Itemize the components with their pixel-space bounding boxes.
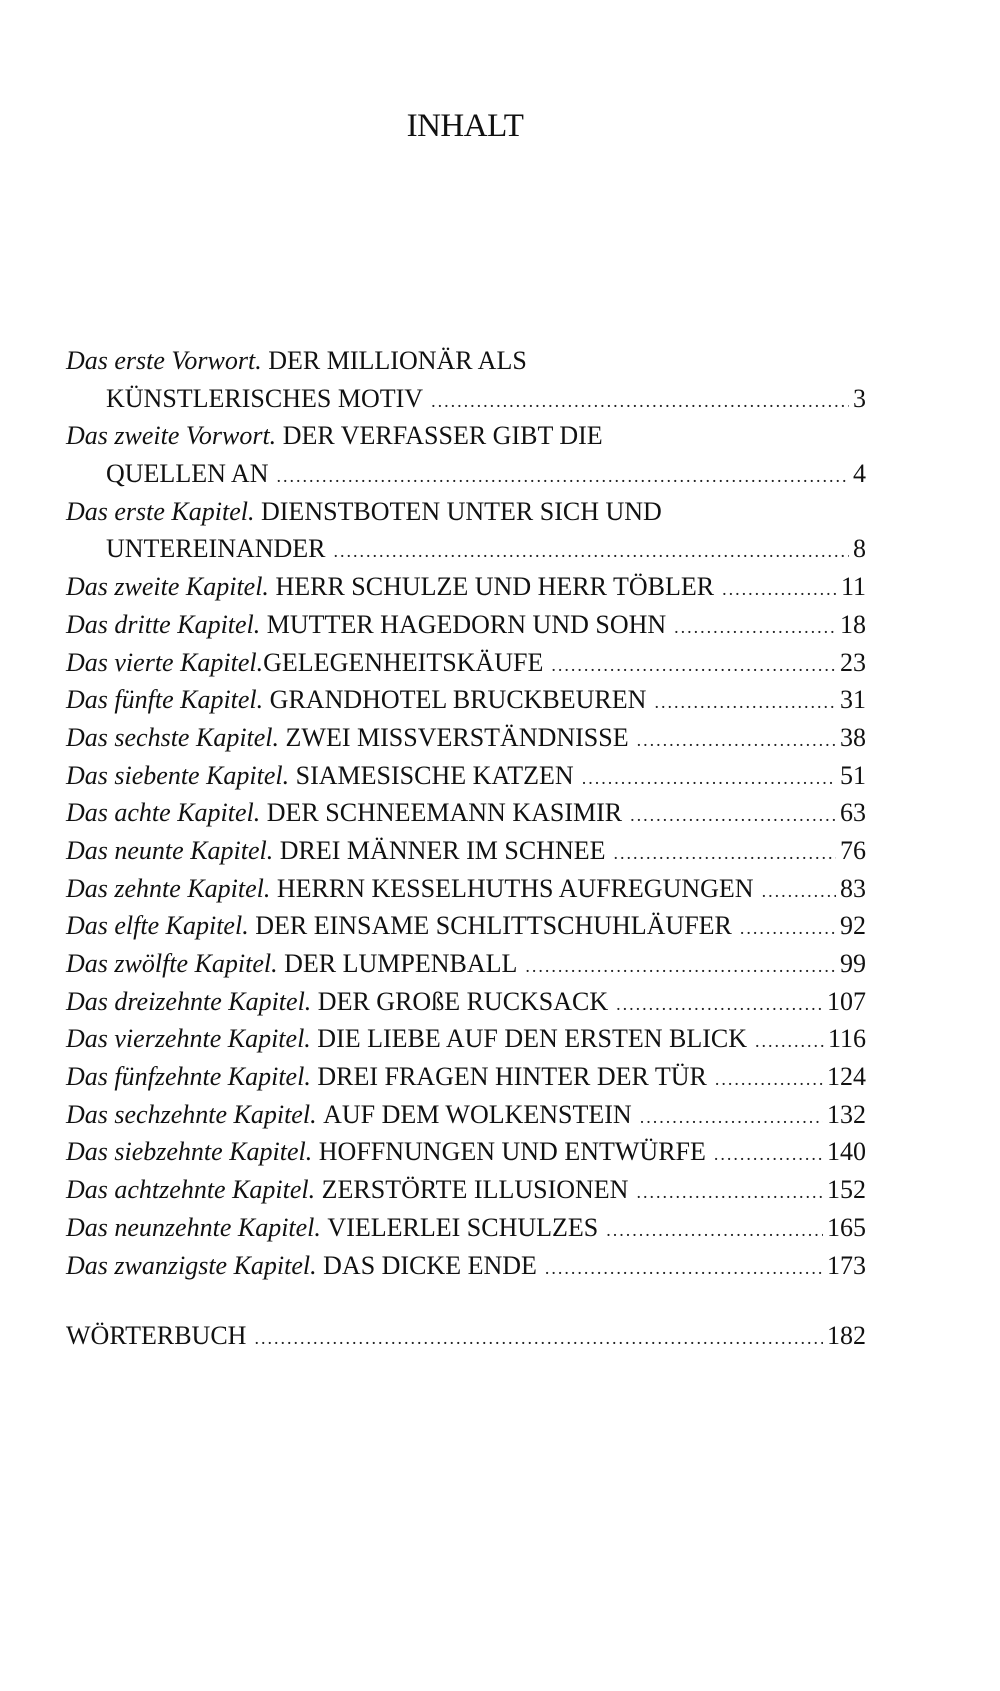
toc-entry-heading: DER LUMPENBALL xyxy=(284,949,518,979)
toc-entry-heading: DREI FRAGEN HINTER DER TÜR xyxy=(317,1062,707,1092)
toc-page-number: 76 xyxy=(840,835,866,865)
dot-leader xyxy=(715,1061,823,1099)
toc-entry-heading: DER MILLIONÄR ALS xyxy=(268,346,527,375)
toc-entry-heading: DIE LIEBE AUF DEN ERSTEN BLICK xyxy=(317,1024,747,1054)
dot-leader xyxy=(582,760,836,798)
toc-page-number: 173 xyxy=(827,1250,866,1280)
toc-entry xyxy=(66,794,866,832)
toc-entry-label: Das achtzehnte Kapitel. xyxy=(66,1175,316,1205)
toc-entry xyxy=(66,757,866,795)
toc-entry xyxy=(66,1020,866,1058)
toc-entry-label: Das erste Kapitel. xyxy=(66,496,255,526)
toc-page-number: 3 xyxy=(853,383,866,413)
toc-entry-label: Das sechste Kapitel. xyxy=(66,722,280,752)
toc-entry-label: Das zwanzigste Kapitel. xyxy=(66,1250,317,1280)
toc-entry-label: Das fünfzehnte Kapitel. xyxy=(66,1062,311,1092)
toc-entry xyxy=(66,719,866,757)
toc-page-number: 23 xyxy=(840,647,866,677)
toc-entry-label: Das vierzehnte Kapitel. xyxy=(66,1024,311,1054)
dot-leader xyxy=(630,797,836,835)
toc-entry xyxy=(66,983,866,1021)
toc-page-number: 83 xyxy=(840,873,866,903)
toc-entry-heading: WÖRTERBUCH xyxy=(66,1321,247,1351)
toc-entry xyxy=(66,945,866,983)
toc-entry-heading: DER VERFASSER GIBT DIE xyxy=(282,421,603,451)
toc-page-number: 99 xyxy=(840,949,866,979)
toc-entry-heading: GRANDHOTEL BRUCKBEUREN xyxy=(269,685,647,715)
toc-page-number: 51 xyxy=(840,760,866,790)
dot-leader xyxy=(616,986,823,1024)
toc-entry xyxy=(66,907,866,945)
toc-page-number: 107 xyxy=(827,986,866,1016)
toc-entry-label: Das zwölfte Kapitel. xyxy=(66,949,278,979)
dot-leader xyxy=(722,571,837,609)
toc-page-number: 132 xyxy=(827,1099,866,1129)
toc-entry-label: Das zweite Vorwort. xyxy=(66,421,277,451)
toc-page-number: 124 xyxy=(827,1062,866,1092)
toc-page-number: 116 xyxy=(827,1024,866,1054)
toc-page-number: 11 xyxy=(840,572,866,602)
toc-entry xyxy=(66,1209,866,1247)
dot-leader xyxy=(525,948,836,986)
toc-page-number: 92 xyxy=(840,911,866,941)
toc-entry-kapitel-1 xyxy=(66,493,866,568)
toc-page-number: 8 xyxy=(853,534,866,564)
toc-entry-label: Das dritte Kapitel. xyxy=(66,609,261,639)
toc-entry-heading-cont: QUELLEN AN xyxy=(106,459,269,489)
toc-entry xyxy=(66,681,866,719)
toc-entry-heading: DER SCHNEEMANN KASIMIR xyxy=(266,798,623,828)
toc-entry xyxy=(66,1171,866,1209)
dot-leader xyxy=(431,383,849,421)
toc-entry-label: Das achte Kapitel. xyxy=(66,798,261,828)
toc-entry-heading: ZWEI MISSVERSTÄNDNISSE xyxy=(285,722,629,752)
dot-leader xyxy=(545,1250,823,1288)
table-of-contents xyxy=(66,342,866,1355)
toc-page-number: 4 xyxy=(853,459,866,489)
dot-leader xyxy=(654,684,836,722)
toc-entry-heading: HOFFNUNGEN UND ENTWÜRFE xyxy=(318,1137,706,1167)
toc-entry-heading: MUTTER HAGEDORN UND SOHN xyxy=(266,609,667,639)
toc-entry-label: Das sechzehnte Kapitel. xyxy=(66,1099,317,1129)
toc-page-number: 18 xyxy=(840,609,866,639)
toc-page-number: 38 xyxy=(840,722,866,752)
dot-leader xyxy=(276,458,849,496)
dot-leader xyxy=(636,1174,823,1212)
toc-entry-label: Das siebente Kapitel. xyxy=(66,760,290,790)
toc-page-number: 152 xyxy=(827,1175,866,1205)
toc-entry xyxy=(66,606,866,644)
toc-entry-heading: SIAMESISCHE KATZEN xyxy=(295,760,574,790)
toc-entry-heading: ZERSTÖRTE ILLUSIONEN xyxy=(321,1175,629,1205)
toc-entry-label: Das vierte Kapitel. xyxy=(66,647,264,677)
dot-leader xyxy=(755,1023,824,1061)
toc-entry-label: Das fünfte Kapitel. xyxy=(66,685,264,715)
dot-leader xyxy=(551,647,836,685)
toc-entry-label: Das zweite Kapitel. xyxy=(66,572,269,602)
dot-leader xyxy=(674,609,836,647)
toc-page-number: 63 xyxy=(840,798,866,828)
dot-leader xyxy=(637,722,836,760)
toc-entry-heading: DAS DICKE ENDE xyxy=(323,1250,537,1280)
dot-leader xyxy=(606,1212,823,1250)
dot-leader xyxy=(740,910,836,948)
toc-entry-label: Das zehnte Kapitel. xyxy=(66,873,271,903)
toc-entry-vorwort-1 xyxy=(66,342,866,417)
toc-entry-heading: DER GROßE RUCKSACK xyxy=(317,986,609,1016)
toc-entry-heading: DER EINSAME SCHLITTSCHUHLÄUFER xyxy=(255,911,732,941)
page-title: INHALT xyxy=(406,108,524,144)
toc-entry xyxy=(66,1058,866,1096)
toc-entry xyxy=(66,1133,866,1171)
toc-entry xyxy=(66,568,866,606)
toc-page-number: 140 xyxy=(827,1137,866,1167)
toc-entry-label: Das erste Vorwort. xyxy=(66,346,262,375)
toc-page-number: 165 xyxy=(827,1212,866,1242)
toc-entry-heading-cont: KÜNSTLERISCHES MOTIV xyxy=(106,383,424,413)
dot-leader xyxy=(762,873,836,911)
dot-leader xyxy=(714,1136,823,1174)
toc-entry-heading: GELEGENHEITSKÄUFE xyxy=(263,647,544,677)
section-spacer xyxy=(66,1284,866,1317)
toc-entry xyxy=(66,644,866,682)
toc-entry-appendix xyxy=(66,1317,866,1355)
dot-leader xyxy=(334,533,849,571)
toc-entry-label: Das neunte Kapitel. xyxy=(66,835,274,865)
toc-entry xyxy=(66,832,866,870)
toc-page-number: 182 xyxy=(827,1321,866,1351)
toc-entry-label: Das dreizehnte Kapitel. xyxy=(66,986,312,1016)
dot-leader xyxy=(254,1320,823,1358)
toc-entry-vorwort-2 xyxy=(66,417,866,492)
toc-entry-label: Das siebzehnte Kapitel. xyxy=(66,1137,313,1167)
toc-entry-heading: HERR SCHULZE UND HERR TÖBLER xyxy=(275,572,715,602)
toc-entry-heading: AUF DEM WOLKENSTEIN xyxy=(323,1099,632,1129)
toc-page-number: 31 xyxy=(840,685,866,715)
dot-leader xyxy=(614,835,837,873)
toc-entry-label: Das neunzehnte Kapitel. xyxy=(66,1212,321,1242)
toc-entry-heading: HERRN KESSELHUTHS AUFREGUNGEN xyxy=(276,873,754,903)
toc-entry-heading: VIELERLEI SCHULZES xyxy=(327,1212,599,1242)
toc-entry-label: Das elfte Kapitel. xyxy=(66,911,249,941)
toc-entry xyxy=(66,1096,866,1134)
toc-entry-heading-cont: UNTEREINANDER xyxy=(106,534,326,564)
toc-entry-heading: DIENSTBOTEN UNTER SICH UND xyxy=(261,496,662,526)
toc-entry xyxy=(66,1247,866,1285)
toc-entry-heading: DREI MÄNNER IM SCHNEE xyxy=(279,835,606,865)
dot-leader xyxy=(640,1099,823,1137)
toc-entry xyxy=(66,870,866,908)
